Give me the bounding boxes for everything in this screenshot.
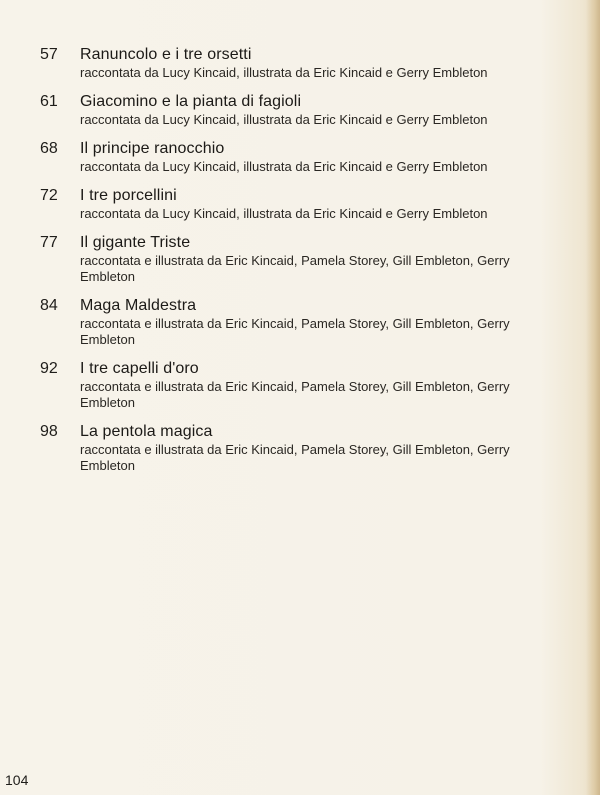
toc-page-number: 92 — [40, 360, 58, 377]
page-edge-shadow — [586, 0, 600, 795]
story-title: La pentola magica — [80, 423, 213, 440]
toc-page-number: 68 — [40, 140, 58, 157]
toc-page-number: 98 — [40, 423, 58, 440]
toc-entry-body — [80, 296, 580, 348]
toc-entry — [40, 422, 580, 474]
toc-page-number: 77 — [40, 234, 58, 251]
story-credit: raccontata e illustrata da Eric Kincaid, Pamela Storey, Gill Embleton, Gerry Embleton — [80, 316, 510, 347]
story-title: Ranuncolo e i tre orsetti — [80, 46, 252, 63]
toc-page-number: 72 — [40, 187, 58, 204]
story-title: I tre capelli d'oro — [80, 360, 199, 377]
toc-entry-body — [80, 92, 580, 128]
story-title: I tre porcellini — [80, 187, 177, 204]
toc-entry — [40, 296, 580, 348]
story-title: Giacomino e la pianta di fagioli — [80, 93, 302, 110]
story-credit: raccontata da Lucy Kincaid, illustrata da Eric Kincaid e Gerry Embleton — [80, 65, 488, 80]
toc-entry — [40, 186, 580, 222]
toc-entry — [40, 233, 580, 285]
toc-entry — [40, 92, 580, 128]
toc-page-number: 84 — [40, 297, 58, 314]
story-title: Maga Maldestra — [80, 297, 197, 314]
story-title: Il principe ranocchio — [80, 140, 225, 157]
toc-entry — [40, 359, 580, 411]
toc-entry-body — [80, 359, 580, 411]
story-credit: raccontata da Lucy Kincaid, illustrata da Eric Kincaid e Gerry Embleton — [80, 159, 488, 174]
toc-entry-body — [80, 233, 580, 285]
story-credit: raccontata da Lucy Kincaid, illustrata da Eric Kincaid e Gerry Embleton — [80, 112, 488, 127]
toc-entry-body — [80, 45, 580, 81]
story-credit: raccontata da Lucy Kincaid, illustrata da Eric Kincaid e Gerry Embleton — [80, 206, 488, 221]
toc-entry-body — [80, 186, 580, 222]
story-credit: raccontata e illustrata da Eric Kincaid, Pamela Storey, Gill Embleton, Gerry Embleton — [80, 379, 510, 410]
toc-entry-body — [80, 139, 580, 175]
toc-page-number: 61 — [40, 93, 58, 110]
toc-page-number: 57 — [40, 46, 58, 63]
toc-entry-body — [80, 422, 580, 474]
table-of-contents — [40, 45, 580, 474]
toc-entry — [40, 45, 580, 81]
story-credit: raccontata e illustrata da Eric Kincaid, Pamela Storey, Gill Embleton, Gerry Embleton — [80, 442, 510, 473]
story-title: Il gigante Triste — [80, 234, 191, 251]
page-number: 104 — [5, 772, 29, 788]
story-credit: raccontata e illustrata da Eric Kincaid, Pamela Storey, Gill Embleton, Gerry Embleton — [80, 253, 510, 284]
toc-entry — [40, 139, 580, 175]
